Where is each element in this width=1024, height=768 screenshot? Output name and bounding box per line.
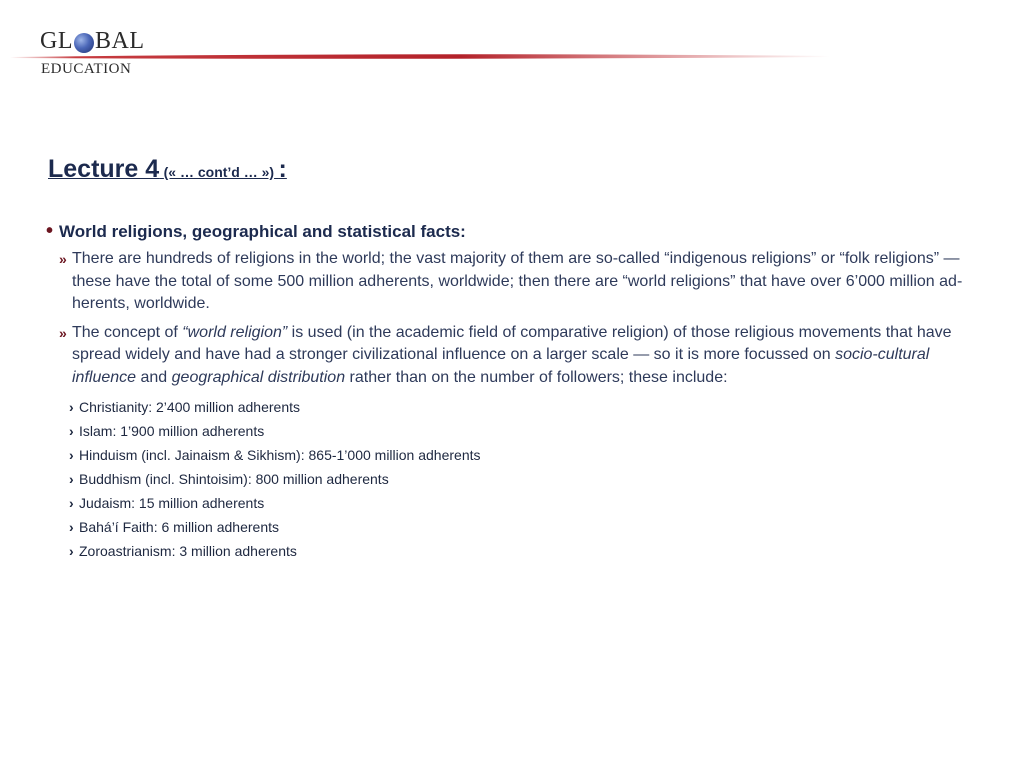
- list-item-text: Christianity: 2’400 million adherents: [79, 399, 300, 415]
- logo-text-part2: BAL: [95, 28, 145, 54]
- para2-emphasis-socio-cultural: socio-cultural influence: [72, 346, 930, 386]
- raquo-bullet-icon: »: [59, 324, 67, 341]
- list-item: [46, 491, 996, 515]
- chevron-right-icon: ›: [69, 543, 74, 559]
- para2-emphasis-world-religion: “world religion”: [182, 323, 288, 341]
- title-subtitle: (« … cont’d … »): [163, 164, 275, 180]
- logo-text-part1: GL: [40, 28, 73, 54]
- logo-wordmark: [40, 28, 145, 55]
- para2-emphasis-geographical: geographical distribution: [171, 368, 346, 386]
- para2-text-3: and: [136, 368, 172, 386]
- header-divider: [10, 52, 830, 60]
- globe-icon: [74, 33, 94, 53]
- paragraph-world-religion-concept: [46, 322, 996, 390]
- raquo-bullet-icon: »: [59, 251, 67, 267]
- list-item: [46, 515, 996, 539]
- logo-subtitle: EDUCATION: [41, 61, 132, 77]
- chevron-right-icon: ›: [69, 471, 74, 487]
- bullet-dot-icon: •: [46, 220, 54, 242]
- section-heading: [46, 222, 996, 242]
- list-item: [46, 395, 996, 419]
- para2-text-1: The concept of: [72, 323, 183, 341]
- list-item: [46, 467, 996, 491]
- slide-content: [46, 222, 996, 563]
- list-item: [46, 443, 996, 467]
- slide-title: [48, 155, 287, 184]
- title-colon: :: [278, 155, 287, 183]
- chevron-right-icon: ›: [69, 447, 74, 463]
- para2-text-2: is used (in the academic field of comparative religion) of those religious movements that have spread widely and have had a stronger civilizational influence on a larger scale — so it is more focussed on: [72, 323, 952, 363]
- list-item-text: Bahá’í Faith: 6 million adherents: [79, 519, 279, 535]
- chevron-right-icon: ›: [69, 495, 74, 511]
- list-item-text: Judaism: 15 million adherents: [79, 495, 265, 511]
- paragraph-folk-religions: [46, 248, 996, 316]
- list-item: [46, 539, 996, 563]
- religion-list: [46, 395, 996, 563]
- title-main: Lecture 4: [48, 155, 160, 183]
- list-item-text: Hinduism (incl. Jainaism & Sikhism): 865-1’000 million adherents: [79, 447, 481, 463]
- list-item: [46, 419, 996, 443]
- list-item-text: Buddhism (incl. Shintoisim): 800 million adherents: [79, 471, 389, 487]
- list-item-text: Zoroastrianism: 3 million adherents: [79, 543, 297, 559]
- chevron-right-icon: ›: [69, 399, 74, 415]
- chevron-right-icon: ›: [69, 519, 74, 535]
- chevron-right-icon: ›: [69, 423, 74, 439]
- paragraph-1-text: There are hundreds of religions in the world; the vast majority of them are so-called “indigenous religions” or “folk religions” — these have the total of some 500 million adherents, worldwide; then there are “world religions” that have over 6’000 million ad-herents, worldwide.: [72, 250, 963, 312]
- para2-text-4: rather than on the number of followers; these include:: [345, 368, 728, 386]
- list-item-text: Islam: 1’900 million adherents: [79, 423, 265, 439]
- section-heading-text: World religions, geographical and statistical facts:: [59, 222, 466, 241]
